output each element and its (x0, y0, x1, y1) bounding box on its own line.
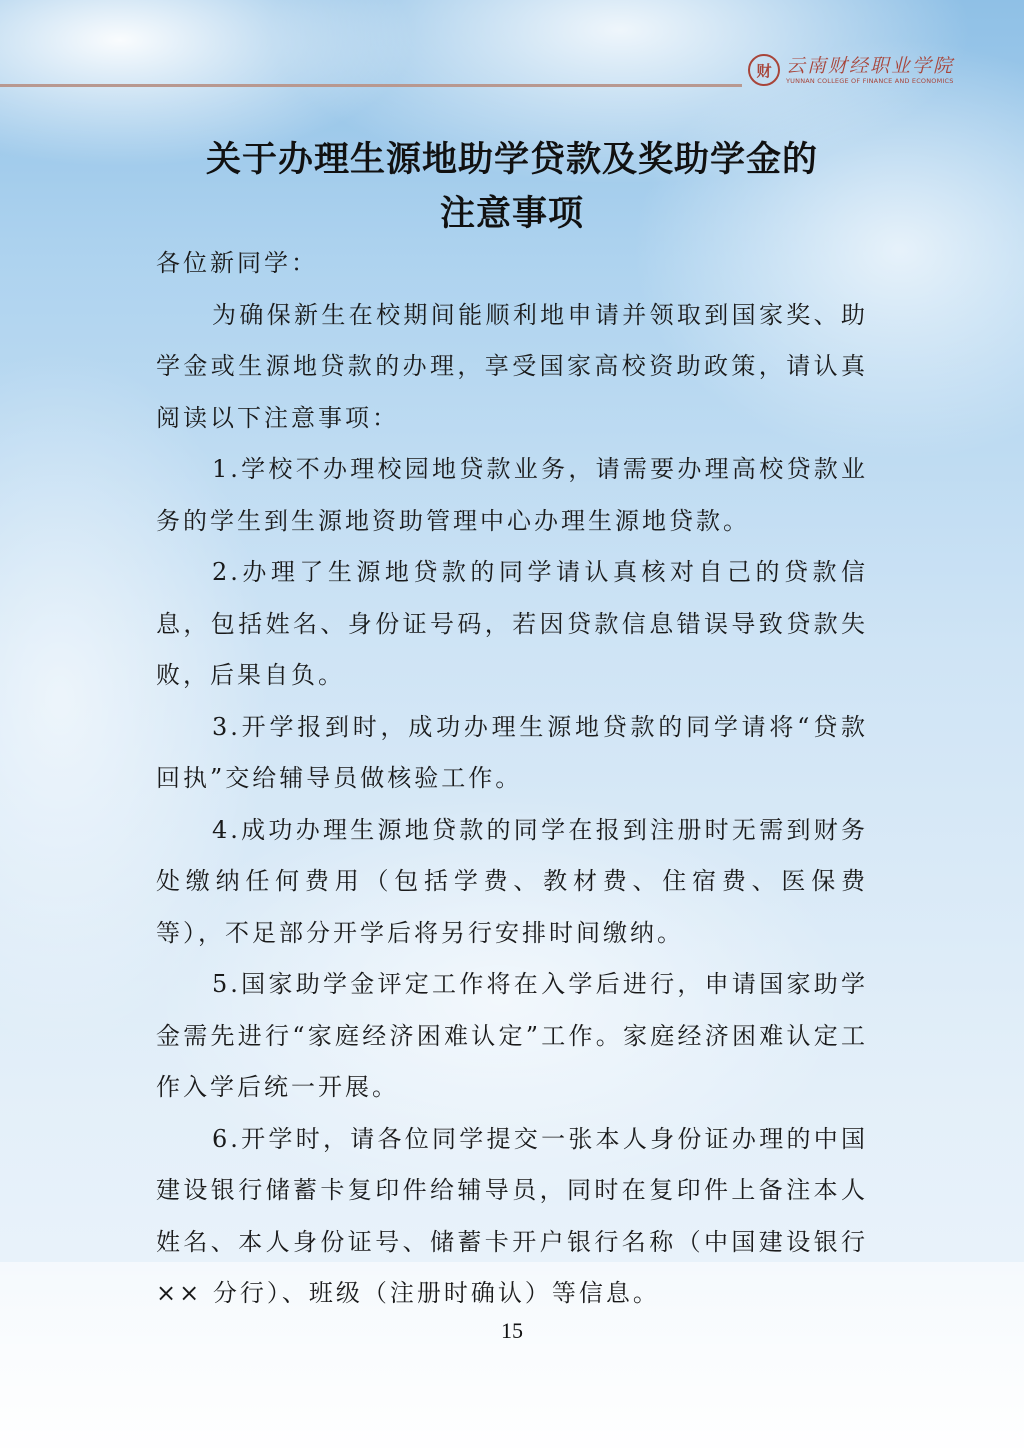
notice-item-1: 1.学校不办理校园地贷款业务，请需要办理高校贷款业务的学生到生源地资助管理中心办理生源地贷款。 (156, 455, 868, 535)
notice-item-3: 3.开学报到时，成功办理生源地贷款的同学请将“贷款回执”交给辅导员做核验工作。 (156, 712, 868, 792)
notice-item-6: 6.开学时，请各位同学提交一张本人身份证办理的中国建设银行储蓄卡复印件给辅导员，同时在复印件上备注本人姓名、本人身份证号、储蓄卡开户银行名称（中国建设银行×× 分行）、班级（注册时确认）等信息。 (156, 1124, 868, 1307)
notice-item-2: 2.办理了生源地贷款的同学请认真核对自己的贷款信息，包括姓名、身份证号码，若因贷款信息错误导致贷款失败，后果自负。 (156, 558, 868, 689)
greeting: 各位新同学： (156, 249, 318, 277)
logo-chinese-name: 云南财经职业学院 (786, 54, 955, 77)
notice-item-4: 4.成功办理生源地贷款的同学在报到注册时无需到财务处缴纳任何费用（包括学费、教材费、住宿费、医保费等），不足部分开学后将另行安排时间缴纳。 (156, 815, 868, 947)
notice-item-5: 5.国家助学金评定工作将在入学后进行，申请国家助学金需先进行“家庭经济困难认定”工作。家庭经济困难认定工作入学后统一开展。 (156, 970, 868, 1101)
logo-text (786, 55, 954, 86)
logo-english-name: YUNNAN COLLEGE OF FINANCE AND ECONOMICS (786, 76, 954, 85)
college-logo (748, 48, 968, 92)
document-title-line-2: 注意事项 (439, 193, 584, 234)
intro-paragraph: 为确保新生在校期间能顺利地申请并领取到国家奖、助学金或生源地贷款的办理，享受国家高校资助政策，请认真阅读以下注意事项： (156, 300, 868, 432)
document-body (156, 238, 868, 1320)
document-title-line-1: 关于办理生源地助学贷款及奖助学金的 (205, 139, 818, 180)
header-rule (0, 84, 742, 87)
seal-icon: 财 (748, 54, 780, 86)
page-number: 15 (501, 1318, 523, 1343)
